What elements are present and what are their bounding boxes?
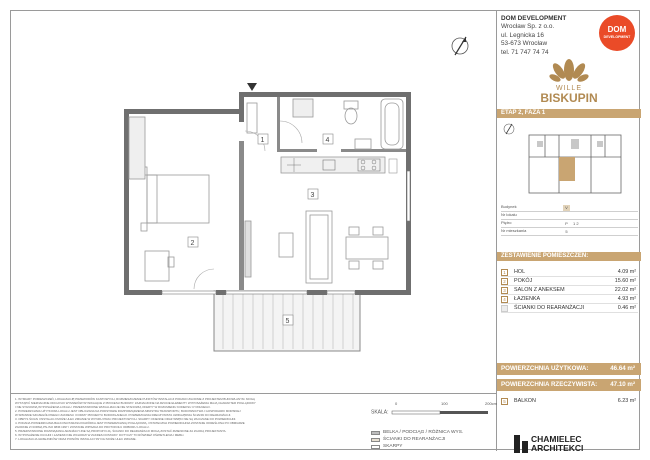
room-row [501, 295, 638, 304]
walls [124, 92, 411, 295]
legend-label: SKARPY [383, 444, 403, 449]
note-line: 6. WYPOSAŻENIE KUCHNI I ŁAZIENKI NIE WCHODZI W ZAKRES DOSTAWY. DOTYCZY TO RÓWNIEŻ OŚWIETLENIA I MEBLI. [15, 433, 185, 437]
room-row [501, 304, 638, 313]
legend [371, 430, 463, 451]
bedroom-furniture [129, 117, 209, 281]
legend-item [371, 430, 463, 437]
unit-number-label: Nr lokalu [501, 212, 517, 217]
dom-development-logo [599, 15, 635, 51]
info-panel [496, 11, 641, 451]
apartment-value: 5 [565, 229, 568, 234]
rooms-header: ZESTAWIENIE POMIESZCZEŃ: [497, 252, 641, 261]
room-name: POKÓJ [514, 278, 533, 284]
unit-info [501, 204, 638, 236]
room-label-3: 3 [310, 192, 315, 199]
usable-area-value: 46.64 m² [610, 365, 635, 372]
real-area-row [497, 379, 641, 391]
room-area: 0.46 m² [617, 305, 636, 311]
legend-swatch-walls [371, 438, 380, 442]
info-row-apartment [501, 228, 638, 236]
info-row-unit-number [501, 212, 638, 220]
room-row [501, 286, 638, 295]
architect-logo-icon [514, 435, 528, 453]
room-name: HOL [514, 269, 526, 275]
room-number: 3 [501, 287, 508, 294]
company-phone: tel. 71 747 74 74 [501, 48, 549, 56]
legend-label: BELKA / PODCIĄG / RÓŻNICA WYS. [383, 430, 464, 435]
apartment-label: Nr mieszkania [501, 228, 527, 233]
scale-bar [371, 401, 498, 418]
scale-100: 100 [441, 401, 448, 406]
legend-label: ŚCIANKI DO REARANŻACJI [383, 437, 446, 442]
company-postcode: 53-673 Wrocław [501, 40, 548, 48]
scale-label: SKALA: [371, 409, 389, 416]
real-area-label: POWIERZCHNIA RZECZYWISTA: [501, 381, 598, 388]
room-number: 4 [501, 296, 508, 303]
building-location-diagram [501, 121, 638, 201]
room-number [501, 305, 508, 312]
room-number: 2 [501, 278, 508, 285]
note-line: WYSTĄPIĆ NIEZNACZNE ODCHYŁKI WYMIARÓW WYNIKAJĄCE Z PROCESU BUDOWY. ZAZNACZONE NA RZUCIE ELEMENTY WYPOSAŻENIA MAJĄ CHARAKTER POGLĄDOWY [15, 401, 256, 405]
brand-name: BISKUPIN [540, 91, 598, 105]
note-line: I NIE STANOWIĄ WYPOSAŻENIA LOKALU. PRZEDSTAWIONE WIZUALIZACJE NIE STANOWIĄ OFERTY W ROZUMIENIU KODEKSU CYWILNEGO. [15, 405, 211, 409]
legend-item [371, 437, 463, 444]
balcony-row [501, 397, 638, 406]
note-line: 2. POWIERZCHNIA UŻYTKOWA LOKALU JEST OBLICZANA NA PODSTAWIE ROZPORZĄDZENIA MINISTRA TRANSPORTU, BUDOWNICTWA I GOSPODARKI MORSKIEJ [15, 409, 241, 413]
note-line: ZGODNIE Z NORMĄ PN-ISO 9836:1997 I ZOSTANIE WPISANA DO PROTOKOŁU ODBIORU LOKALU. [15, 425, 150, 429]
room-area: 4.09 m² [617, 269, 636, 275]
north-arrow-icon [452, 37, 468, 55]
room-name: ŚCIANKI DO REARANŻACJI [514, 305, 585, 311]
note-line: 4. PODANA POWIERZCHNIA BALKONU/TARASU/OGRÓDKA JEST POWIERZCHNIĄ POGLĄDOWĄ. OSTATECZNA POWIERZCHNIA ZOSTANIE OKREŚLONA PO OBMIARZE [15, 421, 245, 425]
logo-subtext: DEVELOPMENT [603, 35, 631, 39]
usable-area-label: POWIERZCHNIA UŻYTKOWA: [501, 365, 589, 372]
room-label-5: 5 [285, 318, 290, 325]
scale-zero: 0 [395, 401, 398, 406]
mini-north-icon [504, 124, 514, 134]
floor-value-extra: 1 2 [573, 221, 579, 226]
floor-plan [11, 11, 493, 393]
legend-swatch-beam [371, 431, 380, 435]
logo-text: DOM [607, 25, 627, 34]
oak-leaf-icon [497, 55, 642, 87]
unit-number-value [563, 213, 570, 219]
architect-line2: ARCHITEKCI [531, 443, 584, 453]
floor-plan-sheet [10, 10, 640, 453]
room-area: 15.60 m² [614, 278, 636, 284]
kitchen-counter [281, 157, 385, 173]
note-line: 1. WYMIARY POMIESZCZEŃ, LOKALIZACJĘ PRZEWODÓW KANTOWYCH, ROZMIESZCZENIE PUNKTÓW INSTALACJI PODANO ZGODNIE Z PROJEKTEM BUDOWLANYM. MOGĄ [15, 397, 255, 401]
scale-200: 200cm [485, 401, 498, 406]
brand-logo [497, 55, 641, 103]
entrance-arrow-icon [247, 83, 257, 91]
note-line: 5. PRZEDSTAWIONE ROZWIĄZANIA ARANŻACYJNE SĄ PROPOZYCJĄ. ŚCIANKI DO REARANŻACJI MOGĄ ZOSTAĆ ZMIENIONE ZA ZGODĄ PROJEKTANTA. [15, 429, 227, 433]
balcony-area: 6.23 m² [617, 398, 636, 404]
bathroom-fixtures [344, 99, 403, 149]
floor-value: P [565, 221, 568, 226]
rooms-list [501, 268, 638, 313]
apartment-highlight [559, 157, 575, 181]
footer [11, 393, 496, 451]
company-name: DOM DEVELOPMENT [501, 15, 567, 22]
building-label: Budynek [501, 204, 517, 209]
architect-name [531, 435, 583, 453]
room-name: SALON Z ANEKSEM [514, 287, 565, 293]
room-area: 4.93 m² [617, 296, 636, 302]
room-label-1: 1 [260, 137, 265, 144]
room-label-4: 4 [325, 137, 330, 144]
stage-bar: ETAP 2, FAZA 1 [497, 109, 641, 118]
scale-graphic [390, 406, 490, 418]
room-number: 1 [501, 269, 508, 276]
company-address: ul. Legnicka 16 [501, 31, 544, 39]
company-info [501, 15, 566, 57]
balcony-number: 5 [501, 398, 508, 405]
legend-item [371, 444, 463, 451]
room-area: 22.02 m² [614, 287, 636, 293]
note-line: 3. OBRYS ŚCIAN I INSTALACJI MOŻE ULEC ZMIANIE W WYNIKU PRAC PROJEKTOWYCH. SKARPY OKIENNE ORAZ WNĘKI NIE SĄ WLICZANE DO POWIERZCHNI. [15, 417, 237, 421]
room-row [501, 277, 638, 286]
disclaimer-notes [15, 397, 325, 441]
info-row-floor [501, 220, 638, 228]
building-value: V [563, 205, 570, 211]
room-name: ŁAZIENKA [514, 296, 541, 302]
living-furniture [245, 211, 388, 283]
real-area-value: 47.10 m² [610, 381, 635, 388]
floor-plan-drawing [11, 11, 493, 393]
note-line: 7. LOKALIZACJA GRZEJNIKÓW ORAZ PIONÓW INSTALACYJNYCH MOŻE ULEC ZMIANIE. [15, 437, 137, 441]
info-row-building [501, 204, 638, 212]
room-label-2: 2 [190, 240, 195, 247]
brand-top: WILLE [555, 85, 582, 92]
room-row [501, 268, 638, 277]
company-line1: Wrocław Sp. z o.o. [501, 23, 555, 31]
note-line: W SPRAWIE SZCZEGÓŁOWEGO ZAKRESU I FORMY PROJEKTU BUDOWLANEGO. POWIERZCHNIA RZECZYWISTA UWZGLĘDNIA ŚCIANKI DO REARANŻACJI. [15, 413, 232, 417]
legend-swatch-slopes [371, 445, 380, 449]
architect-line1: CHAMIELEC [531, 434, 582, 444]
usable-area-row [497, 363, 641, 375]
balcony-name: BALKON [514, 398, 536, 404]
floor-label: Piętro [501, 220, 512, 225]
